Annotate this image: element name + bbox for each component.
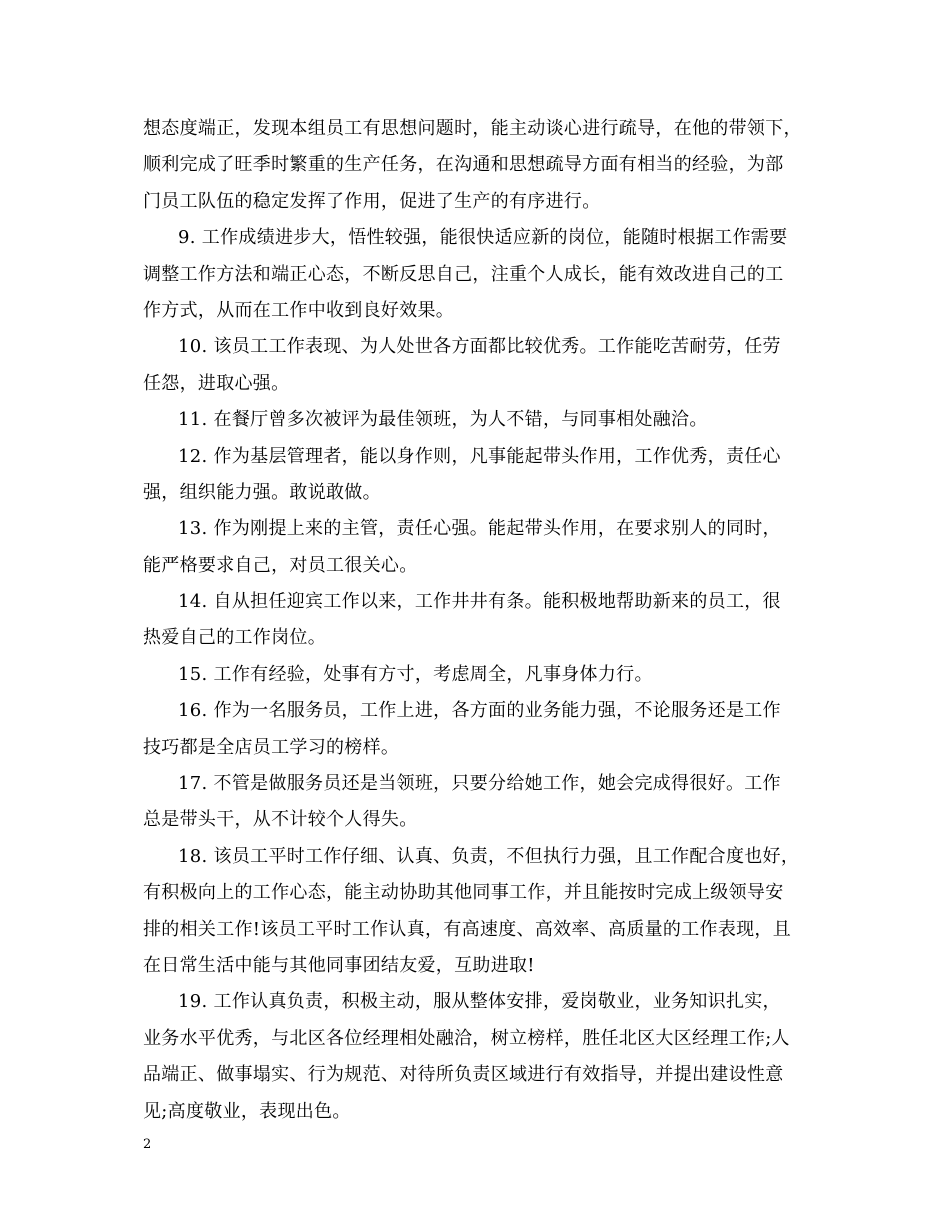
list-item-13-line: 13. 作为刚提上来的主管，责任心强。能起带头作用，在要求别人的同时， (178, 518, 781, 540)
text-line: 品端正、做事塌实、行为规范、对待所负责区域进行有效指导，并提出建设性意 (143, 1064, 784, 1086)
text-line: 总是带头干，从不计较个人得失。 (143, 809, 418, 831)
list-item-16-line: 16. 作为一名服务员，工作上进，各方面的业务能力强，不论服务还是工作 (178, 700, 781, 722)
text-line: 调整工作方法和端正心态，不断反思自己，注重个人成长，能有效改进自己的工 (143, 263, 784, 285)
text-line: 能严格要求自己，对员工很关心。 (143, 554, 418, 576)
list-item-14-line: 14. 自从担任迎宾工作以来，工作井井有条。能积极地帮助新来的员工，很 (178, 591, 781, 613)
text-line: 热爱自己的工作岗位。 (143, 627, 326, 649)
text-line: 想态度端正，发现本组员工有思想问题时，能主动谈心进行疏导，在他的带领下， (143, 118, 802, 139)
list-item-10-line: 10. 该员工工作表现、为人处世各方面都比较优秀。工作能吃苦耐劳，任劳 (178, 336, 781, 358)
text-line: 强，组织能力强。敢说敢做。 (143, 481, 381, 503)
list-item-9-line: 9. 工作成绩进步大，悟性较强，能很快适应新的岗位，能随时根据工作需要 (178, 227, 788, 249)
text-line: 见;高度敬业，表现出色。 (143, 1100, 351, 1122)
list-item-17-line: 17. 不管是做服务员还是当领班，只要分给她工作，她会完成得很好。工作 (178, 773, 781, 795)
list-item-18-line: 18. 该员工平时工作仔细、认真、负责，不但执行力强，且工作配合度也好， (178, 845, 800, 867)
text-line: 任怨，进取心强。 (143, 372, 290, 394)
text-line: 排的相关工作!该员工平时工作认真，有高速度、高效率、高质量的工作表现，且 (143, 918, 792, 940)
text-line: 业务水平优秀，与北区各位经理相处融洽，树立榜样，胜任北区大区经理工作;人 (143, 1027, 790, 1049)
text-line: 顺利完成了旺季时繁重的生产任务，在沟通和思想疏导方面有相当的经验，为部 (143, 154, 784, 176)
text-line: 门员工队伍的稳定发挥了作用，促进了生产的有序进行。 (143, 190, 601, 212)
page-number: 2 (143, 1137, 152, 1152)
document-body (143, 111, 808, 1130)
list-item-15-line: 15. 工作有经验，处事有方寸，考虑周全，凡事身体力行。 (178, 663, 653, 685)
text-line: 作方式，从而在工作中收到良好效果。 (143, 299, 455, 321)
text-line: 技巧都是全店员工学习的榜样。 (143, 736, 400, 758)
list-item-12-line: 12. 作为基层管理者，能以身作则，凡事能起带头作用，工作优秀，责任心 (178, 445, 781, 467)
list-item-19-line: 19. 工作认真负责，积极主动，服从整体安排，爱岗敬业，业务知识扎实， (178, 991, 781, 1013)
list-item-11-line: 11. 在餐厅曾多次被评为最佳领班，为人不错，与同事相处融洽。 (178, 409, 708, 431)
text-line: 在日常生活中能与其他同事团结友爱，互助进取! (143, 954, 535, 976)
text-line: 有积极向上的工作心态，能主动协助其他同事工作，并且能按时完成上级领导安 (143, 882, 784, 904)
